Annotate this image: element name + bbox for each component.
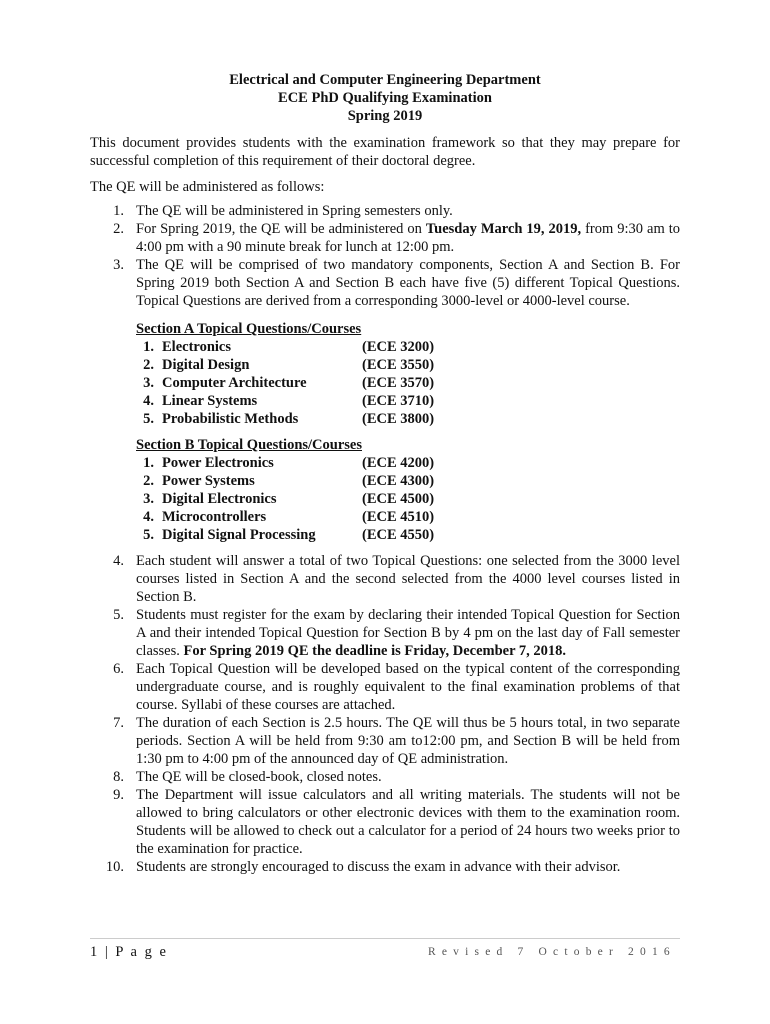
list-item <box>90 552 680 606</box>
course-row <box>136 338 680 356</box>
course-number: 4. <box>143 509 154 525</box>
course-name: Linear Systems <box>162 393 258 409</box>
item-number: 9. <box>113 787 124 803</box>
list-item <box>90 202 680 220</box>
list-item <box>90 660 680 714</box>
course-number: 3. <box>143 375 154 391</box>
section-b-title: Section B Topical Questions/Courses <box>136 437 362 453</box>
course-name: Computer Architecture <box>162 375 307 391</box>
course-name: Power Systems <box>162 473 255 489</box>
section-a-block <box>136 320 680 428</box>
course-code: (ECE 3200) <box>362 339 435 355</box>
course-row <box>136 472 680 490</box>
item-text: The QE will be closed-book, closed notes. <box>136 769 382 785</box>
course-number: 2. <box>143 473 154 489</box>
item-number: 8. <box>113 769 124 785</box>
section-a-title: Section A Topical Questions/Courses <box>136 321 362 337</box>
item-text: The duration of each Section is 2.5 hours. The QE will thus be 5 hours total, in two separate periods. Section A will be held from 9:30 am to12:00 pm, and Section B will be held from 1:30 pm to 4:00 pm of the announced day of QE administration. <box>136 715 680 767</box>
item-text: Each student will answer a total of two Topical Questions: one selected from the 3000 level courses listed in Section A and the second selected from the 4000 level courses listed in Section B. <box>136 553 680 605</box>
exam-date: Tuesday March 19, 2019, <box>425 221 582 237</box>
course-name: Power Electronics <box>162 455 274 471</box>
course-number: 2. <box>143 357 154 373</box>
course-row <box>136 374 680 392</box>
item-number: 1. <box>113 203 124 219</box>
revision-date: Revised 7 October 2016 <box>428 946 676 958</box>
course-name: Electronics <box>162 339 231 355</box>
footer-divider <box>90 938 680 939</box>
list-item <box>90 606 680 660</box>
course-code: (ECE 3800) <box>362 411 435 427</box>
page-number: 1 | P a g e <box>90 944 168 960</box>
deadline-text: For Spring 2019 QE the deadline is Friday, December 7, 2018. <box>183 643 567 659</box>
course-name: Digital Electronics <box>162 491 277 507</box>
course-code: (ECE 4200) <box>362 455 435 471</box>
intro-paragraph: This document provides students with the examination framework so that they may prepare for successful completion of this requirement of their doctoral degree. <box>90 135 680 169</box>
course-row <box>136 410 680 428</box>
course-name: Probabilistic Methods <box>162 411 299 427</box>
course-code: (ECE 3710) <box>362 393 435 409</box>
course-row <box>136 356 680 374</box>
course-number: 4. <box>143 393 154 409</box>
item-text: The QE will be comprised of two mandatory components, Section A and Section B. For Spring 2019 both Section A and Section B each have five (5) different Topical Questions. Topical Questions are derived from a corresponding 3000-level or 4000-level course. <box>136 257 680 309</box>
course-code: (ECE 4300) <box>362 473 435 489</box>
course-number: 1. <box>143 455 154 471</box>
item-text: For Spring 2019, the QE will be administered on <box>136 221 426 237</box>
item-text: The QE will be administered in Spring semesters only. <box>136 203 453 219</box>
item-number: 6. <box>113 661 124 677</box>
list-item <box>90 768 680 786</box>
item-text: Students are strongly encouraged to discuss the exam in advance with their advisor. <box>136 859 621 875</box>
item-text: The Department will issue calculators and all writing materials. The students will not be allowed to bring calculators or other electronic devices with them to the examination room. Students will be allowed to check out a calculator for a period of 24 hours two weeks prior to the examination for practice. <box>136 787 680 857</box>
list-item <box>90 220 680 256</box>
course-code: (ECE 4550) <box>362 527 435 543</box>
course-number: 1. <box>143 339 154 355</box>
item-number: 7. <box>113 715 124 731</box>
course-code: (ECE 4510) <box>362 509 435 525</box>
course-number: 5. <box>143 527 154 543</box>
course-code: (ECE 3550) <box>362 357 435 373</box>
list-item <box>90 786 680 858</box>
course-row <box>136 392 680 410</box>
lead-paragraph: The QE will be administered as follows: <box>90 179 325 195</box>
item-number: 4. <box>113 553 124 569</box>
item-number: 2. <box>113 221 124 237</box>
term-heading: Spring 2019 <box>347 108 423 124</box>
item-number: 3. <box>113 257 124 273</box>
item-number: 10. <box>105 859 124 875</box>
course-number: 3. <box>143 491 154 507</box>
course-name: Digital Design <box>162 357 250 373</box>
course-name: Digital Signal Processing <box>162 527 316 543</box>
section-b-block <box>136 436 680 544</box>
course-row <box>136 526 680 544</box>
item-number: 5. <box>113 607 124 623</box>
course-row <box>136 454 680 472</box>
course-row <box>136 490 680 508</box>
item-text: Each Topical Question will be developed based on the typical content of the corresponding undergraduate course, and is roughly equivalent to the final examination problems of that course. Syllabi of these courses are attached. <box>136 661 680 713</box>
course-code: (ECE 4500) <box>362 491 435 507</box>
list-item <box>90 714 680 768</box>
item-text: Students must register for the exam by declaring their intended Topical Question for Section A and their intended Topical Question for Section B by 4 pm on the last day of Fall semester classes. <box>136 607 680 659</box>
course-name: Microcontrollers <box>162 509 267 525</box>
rules-list <box>90 202 680 876</box>
course-row <box>136 508 680 526</box>
list-item <box>90 256 680 544</box>
list-item <box>90 858 680 876</box>
course-number: 5. <box>143 411 154 427</box>
course-code: (ECE 3570) <box>362 375 435 391</box>
department-heading: Electrical and Computer Engineering Department <box>229 72 541 88</box>
item-text: from 9:30 am to 4:00 pm with a 90 minute break for lunch at 12:00 pm. <box>136 221 680 255</box>
exam-heading: ECE PhD Qualifying Examination <box>278 90 492 106</box>
